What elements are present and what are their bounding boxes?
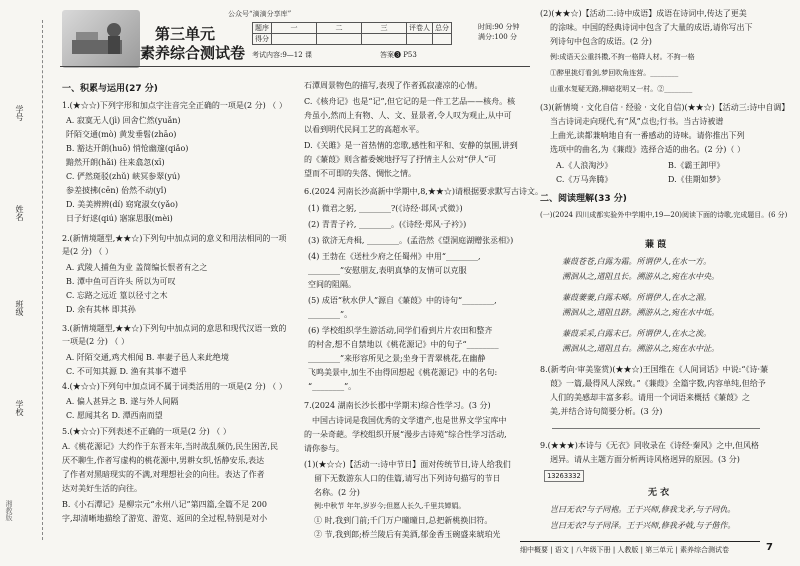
activity-2: (2)(★★☆)【活动二:诗中成语】成语在诗词中,传达了更美 bbox=[540, 9, 747, 18]
text-line: 上曲光,读都兼响地自有一番感动的诗味。请你推出下列 bbox=[550, 131, 745, 140]
margin-label-class: 班级 bbox=[15, 300, 24, 316]
footer-text: 细中概要 | 语文 | 八年级下册 | 人教版 | 第三单元 | 素养综合测试卷 bbox=[520, 546, 730, 554]
passage-intro: (一)(2024 四川成都实验外中学期中,19—20)阅读下面的诗歌,完成题目。(6 分) bbox=[540, 211, 788, 219]
option-line: A. 寂寞无人(jì) 回舍伫然(yuǎn) bbox=[66, 116, 181, 125]
time-info: 时间:90 分钟 bbox=[478, 23, 520, 31]
question-code-tag: 13263332 bbox=[544, 470, 584, 482]
score-table-row-label: 得分 bbox=[253, 34, 272, 45]
poem-title: 无 衣 bbox=[648, 488, 670, 498]
option-line: B.《小石潭记》是柳宗元“永州八记”第四篇,全篇不足 200 bbox=[62, 500, 267, 509]
question-2-cont: 是(2 分) （ ） bbox=[62, 247, 113, 256]
text-line: 请你参与。 bbox=[304, 444, 344, 453]
question-5: 5.(★☆☆)下列表述不正确的一项是(2 分) （ ） bbox=[62, 427, 231, 436]
footer-rule bbox=[520, 541, 760, 542]
option-line: C. 俨然斑驳(zhǔ) 峡冥参翠(yú) bbox=[66, 172, 181, 181]
text-line: 名称。(2 分) bbox=[314, 488, 360, 497]
score-cell[interactable] bbox=[407, 34, 433, 45]
watermark-text: 公众号“滴滴分享库” bbox=[228, 10, 292, 18]
score-table-head: 题序 bbox=[253, 23, 272, 34]
score-table-head: 三 bbox=[362, 23, 407, 34]
fill-line[interactable]: (5) 成语“秋水伊人”源自《蒹葭》中的诗句“________, bbox=[308, 296, 497, 305]
option-line: A. 阡陌交通,鸡犬相闻 B. 率妻子邑人来此绝境 bbox=[66, 353, 229, 362]
margin-dashed-line bbox=[42, 20, 43, 540]
text-line: 的《蒹葭》则含蓄委婉地抒写了抒情主人公对“伊人”可 bbox=[304, 155, 497, 164]
option-line: C. 不可知其源 D. 渔有其事不遗乎 bbox=[66, 367, 187, 376]
poem-title: 蒹 葭 bbox=[645, 240, 667, 250]
option-line: D. 余有其林 即其孙 bbox=[66, 305, 136, 314]
option-line[interactable]: A.《人浪淘沙》 bbox=[556, 161, 613, 170]
page-number: 7 bbox=[766, 542, 773, 553]
fill-line[interactable]: (3) 欲济无舟楫, ________。(孟浩然《望洞庭湖赠张丞相》) bbox=[308, 236, 514, 245]
activity-1: (1)(★☆☆)【活动一:诗中节日】面对传统节日,诗人给我们 bbox=[304, 460, 511, 469]
fill-line[interactable]: 山重水复疑无路,柳暗花明又一村。②________ bbox=[550, 85, 693, 93]
text-line: 当古诗词走向现代,有“风”点也;行书。当古诗被谱 bbox=[550, 117, 724, 126]
score-cell[interactable] bbox=[362, 34, 407, 45]
text-line: 葭》一篇,最得风人深致。”《蒹葭》全篇字数,内容单纯,但给予 bbox=[550, 379, 766, 388]
score-table bbox=[252, 22, 452, 45]
score-cell[interactable] bbox=[433, 34, 452, 45]
poem-line: 蒹葭苍苍,白露为霜。所谓伊人,在水一方。 bbox=[562, 257, 712, 266]
option-line: B. 潭中鱼可百许头 所以为可叹 bbox=[66, 277, 176, 286]
text-line: 舟虽小,然而上有物、人、文、显景者,令人叹为观止,从中可 bbox=[304, 111, 512, 120]
score-cell[interactable] bbox=[272, 34, 317, 45]
fill-line[interactable]: ① 时,我到门前;千门万户曈曈日,总把新桃换旧符。 bbox=[314, 516, 493, 525]
question-6: 6.(2024 河南长沙高新中学期中,8,★★☆)请根据要求默写古诗文。 bbox=[304, 187, 543, 196]
poem-line: 蒹葭萋萋,白露未晞。所谓伊人,在水之湄。 bbox=[562, 293, 712, 302]
question-9: 9.(★★★)本诗与《无衣》同收录在《诗经·秦风》之中,但风格 bbox=[540, 441, 759, 450]
score-table-head: 总分 bbox=[433, 23, 452, 34]
activity-3: (3)(新情境 · 文化自信 · 经验 · 文化自信)(★★☆)【活动三:诗中自调】 bbox=[540, 103, 790, 112]
margin-label-school: 学校 bbox=[15, 400, 24, 416]
fill-line: 空间的阻隔。 bbox=[308, 280, 356, 289]
fill-line[interactable]: ________”。 bbox=[308, 310, 353, 319]
text-line: 的一朵奇葩。学校组织开展“漫步古诗苑”综合性学习活动, bbox=[304, 430, 507, 439]
margin-label-student-id: 学号 bbox=[15, 105, 24, 121]
text-line: 石潭周景物色的描写,表现了作者孤寂凄凉的心情。 bbox=[304, 81, 483, 90]
option-line: 字,却清晰地描绘了游览、游览、返回的全过程,特别是对小 bbox=[62, 514, 268, 523]
page-title: 素养综合测试卷 bbox=[140, 44, 246, 62]
question-1: 1.(★☆☆)下列字形和加点字注音完全正确的一项是(2 分) （ ） bbox=[62, 101, 287, 110]
option-line: 阡陌交通(mò) 黄发垂髫(zhāo) bbox=[66, 130, 177, 139]
poem-line: 溯洄从之,道阻且右。溯游从之,宛在水中沚。 bbox=[562, 344, 720, 353]
answer-reference: 答案➌ P53 bbox=[380, 51, 417, 59]
text-line: 中国古诗词是我国优秀的文学遗产,也是世界文学宝库中 bbox=[312, 416, 507, 425]
fill-line[interactable]: ________”安慰朋友,表明真挚的友情可以克服 bbox=[308, 266, 467, 275]
section-heading: 二、阅读理解(33 分) bbox=[540, 194, 627, 204]
option-line: A. 武陵人捕鱼为业 盖简编长恨者有之之 bbox=[66, 263, 208, 272]
text-line: 留下无数游东人口的佳篇,请写出下列诗句描写的节日 bbox=[314, 474, 501, 483]
option-line: D. 美美辨辨(dí) 窈窕淑女(yǎo) bbox=[66, 200, 179, 209]
reading-scene-icon bbox=[62, 10, 140, 68]
poem-line: 蒹葭采采,白露未已。所谓伊人,在水之涘。 bbox=[562, 329, 712, 338]
fill-line[interactable]: ② 节,我到郎;桥兰陵后有美酒,郁金香玉碗盛来琥珀光 bbox=[314, 530, 501, 539]
option-line[interactable]: C.《万马奔腾》 bbox=[556, 175, 613, 184]
poem-line: 溯洄从之,道阻且长。溯游从之,宛在水中央。 bbox=[562, 272, 720, 281]
text-line: D.《关雎》是一首热情的恋歌,感性和平和、安静的氛围,讲到 bbox=[304, 141, 518, 150]
option-line: 达对美好生活的向往。 bbox=[62, 484, 142, 493]
fill-line[interactable]: (2) 青青子衿, ________。(《诗经·郑风·子衿》) bbox=[308, 220, 467, 229]
option-line: 参差披拂(cēn) 佁然不动(yǐ) bbox=[66, 186, 167, 195]
fill-line[interactable]: ①醉里挑灯看剑,梦回吹角连营。________ bbox=[550, 69, 679, 77]
option-line[interactable]: B.《霸王卸甲》 bbox=[668, 161, 725, 170]
fill-line[interactable]: (4) 王勃在《送杜少府之任蜀州》中用“________, bbox=[308, 252, 481, 261]
score-info: 满分:100 分 bbox=[478, 33, 517, 41]
text-line: 美,并结合诗句简要分析。(3 分) bbox=[550, 407, 663, 416]
option-line: B. 豁达开朗(huō) 悄怆幽邃(qiǎo) bbox=[66, 144, 189, 153]
option-line: A.《桃花源记》大约作于东晋末年,当时战乱频仍,民生困苦,民 bbox=[62, 442, 278, 451]
fill-line[interactable]: ________”来形容所见之景;坐身于青翠桃花,在幽静 bbox=[308, 354, 486, 363]
section-heading: 一、积累与运用(27 分) bbox=[62, 84, 158, 94]
poem-line: 岂曰无衣?与子同袍。王于兴师,修我戈矛,与子同仇。 bbox=[550, 505, 736, 514]
question-8: 8.(新考向·审美鉴赏)(★★☆)王国维在《人间词话》中说:“《诗·蒹 bbox=[540, 365, 768, 374]
question-7: 7.(2024 湖南长沙长郡中学期末)综合性学习。(3 分) bbox=[304, 401, 491, 410]
option-line: C. 忘路之远近 篁以径寸之木 bbox=[66, 291, 168, 300]
option-line: 日子好逑(qiú) 寤寐思服(mèi) bbox=[66, 214, 173, 223]
fill-line: 飞鸣美景中,加生不由得回想起《桃花源记》中的名句: bbox=[308, 368, 498, 377]
text-line: 列诗句中包含的成语。(2 分) bbox=[550, 37, 652, 46]
fill-line[interactable]: “________”。 bbox=[308, 382, 357, 391]
poem-line: 岂曰无衣?与子同泽。王于兴师,修我矛戟,与子偕作。 bbox=[550, 521, 736, 530]
option-line: 厌不聊生,作者写虚构的桃花源中,男耕女织,恬静安乐,表达 bbox=[62, 456, 265, 465]
question-2: 2.(新情境题型,★★☆)下列句中加点词的意义和用法相同的一项 bbox=[62, 234, 287, 243]
text-line: 人们的美感却丰富多彩。请用一个词语来概括《蒹葭》之 bbox=[550, 393, 750, 402]
text-line: 迥异。请从主题方面分析两诗风格迥异的原因。(3 分) bbox=[550, 455, 740, 464]
margin-stamp: 湘教版 bbox=[5, 500, 13, 521]
header-divider bbox=[60, 66, 530, 67]
fill-line: (6) 学校组织学生游活动,同学们看到片片农田和整齐 bbox=[308, 326, 493, 335]
question-4: 4.(★☆☆)下列句中加点词不属于词类活用的一项是(2 分) （ ） bbox=[62, 382, 287, 391]
text-line: 以看到明代民间工艺的高超水平。 bbox=[304, 125, 424, 134]
score-cell[interactable] bbox=[317, 34, 362, 45]
title-unit: 第三单元 bbox=[155, 25, 216, 43]
fill-line[interactable]: (1) 微君之躬, ________?(《诗经·邶风·式微》) bbox=[308, 204, 463, 213]
score-table-head: 一 bbox=[272, 23, 317, 34]
question-3-cont: 一项是(2 分) （ ） bbox=[62, 337, 129, 346]
text-line: 望而不可即的失落、惆怅之情。 bbox=[304, 169, 416, 178]
answer-line[interactable] bbox=[552, 428, 760, 429]
option-line: 了作者对黑暗现实的不满,对理想社会的向往。表达了作者 bbox=[62, 470, 265, 479]
option-line: C. 愿闻其名 D. 潭西南而望 bbox=[66, 411, 163, 420]
option-line: 黯然开朗(hǎi) 往来翕忽(xī) bbox=[66, 158, 165, 167]
option-line: A. 偏人甚异之 B. 遂与外人间隔 bbox=[66, 397, 179, 406]
fill-line[interactable]: 的村舍,想不自禁地以《桃花源记》中的句子“________ bbox=[308, 340, 499, 349]
score-table-head: 评卷人 bbox=[407, 23, 433, 34]
poem-line: 溯洄从之,道阻且跻。溯游从之,宛在水中坻。 bbox=[562, 308, 720, 317]
score-table-head: 二 bbox=[317, 23, 362, 34]
example-line: 例:中秋节 年年,岁岁今;但愿人长久,千里共婵娟。 bbox=[314, 502, 466, 510]
header-illustration bbox=[62, 10, 140, 68]
text-line: 的涂味。中国的经典诗词中包含了大量的成语,请你写出下 bbox=[550, 23, 753, 32]
question-3: 3.(新情境题型,★★☆)下列句中加点词的意思和现代汉语一致的 bbox=[62, 324, 287, 333]
option-line[interactable]: D.《佳期如梦》 bbox=[668, 175, 725, 184]
test-scope: 考试内容:9—12 课 bbox=[252, 51, 312, 59]
margin-label-name: 姓名 bbox=[15, 205, 24, 221]
example-line: 例:成语天公重抖擞,不拘一格降人材。不拘一格 bbox=[550, 53, 695, 61]
text-line: C.《核舟记》也是“记”,但它记的是一件工艺品——核舟。核 bbox=[304, 97, 516, 106]
text-line: 选项中的曲名,为《蒹葭》选择合适的曲名。(2 分)（ ） bbox=[550, 145, 745, 154]
